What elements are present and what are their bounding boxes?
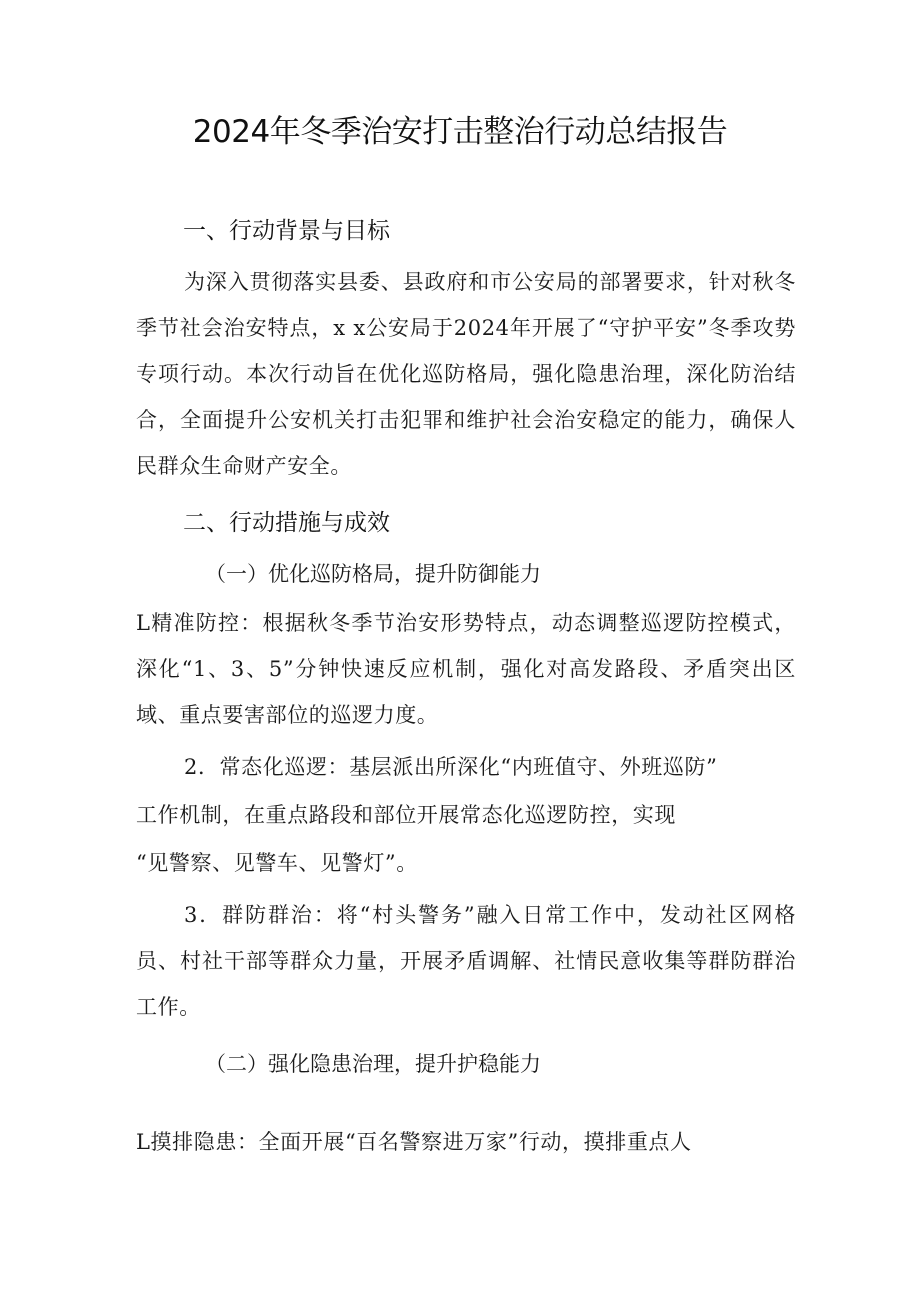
section1-heading: 一、行动背景与目标	[183, 218, 390, 244]
measure-item-3: 3．群防群治：将“村头警务”融入日常工作中，发动社区网格员、村社干部等群众力量，开展矛盾调解、社情民意收集等群防群治工作。	[136, 903, 796, 1019]
subsection1-heading: （一）优化巡防格局，提升防御能力	[205, 562, 541, 586]
subsection2-heading: （二）强化隐患治理，提升护稳能力	[205, 1052, 541, 1076]
measure-item-2-line-3: “见警察、见警车、见警灯”。	[136, 851, 418, 875]
document-title: 2024年冬季治安打击整治行动总结报告	[192, 114, 728, 150]
hazard-item-1: L摸排隐患：全面开展“百名警察进万家”行动，摸排重点人	[136, 1130, 692, 1154]
section2-heading: 二、行动措施与成效	[183, 510, 390, 536]
measure-item-2-line-1: 2．常态化巡逻：基层派出所深化“内班值守、外班巡防”	[184, 755, 718, 779]
measure-item-1: L精准防控：根据秋冬季节治安形势特点，动态调整巡逻防控模式，深化“1、3、5”分钟快速反应机制，强化对高发路段、矛盾突出区域、重点要害部位的巡逻力度。	[136, 611, 796, 727]
measure-item-2-line-2: 工作机制，在重点路段和部位开展常态化巡逻防控，实现	[136, 803, 676, 827]
section1-paragraph: 为深入贯彻落实县委、县政府和市公安局的部署要求，针对秋冬季节社会治安特点，x x公安局于2024年开展了“守护平安”冬季攻势专项行动。本次行动旨在优化巡防格局，强化隐患治理，深化防治结合，全面提升公安机关打击犯罪和维护社会治安稳定的能力，确保人民群众生命财产安全。	[136, 270, 796, 478]
